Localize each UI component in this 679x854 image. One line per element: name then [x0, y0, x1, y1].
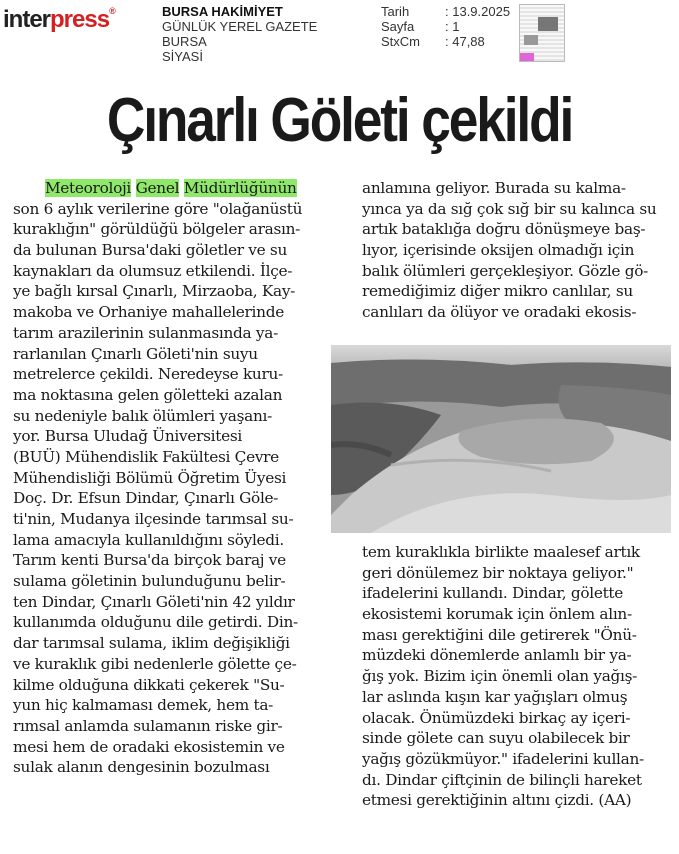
body-text-line: sulama göletinin bulunduğunu belir-: [13, 572, 286, 591]
body-text-line: ma noktasına gelen göletteki azalan: [13, 385, 283, 404]
body-text-line: sinde gölete can suyu olabilecek bir: [362, 729, 630, 748]
body-text-line: canlıları da ölüyor ve oradaki ekosis-: [362, 303, 637, 322]
body-text-line: ğış yok. Bizim için önemli olan yağış-: [362, 667, 638, 686]
body-text-line: artık bataklığa doğru dönüşmeye baş-: [362, 220, 646, 239]
date-label: Tarih: [381, 4, 410, 19]
thumbnail-photo-small: [524, 35, 538, 45]
page-value: 1: [452, 19, 460, 34]
body-text-line: etmesi gerektiğinin altını çizdi. (AA): [362, 791, 632, 810]
body-text-line: son 6 aylık verilerine göre "olağanüstü: [13, 199, 303, 218]
body-text-line: tem kuraklıkla birlikte maalesef artık: [362, 543, 640, 561]
body-text-line: kilme olduğuna dikkati çekerek "Su-: [13, 675, 285, 694]
body-text-line: makoba ve Orhaniye mahallelerinde: [13, 303, 284, 322]
stxcm-label: StxCm: [381, 34, 420, 49]
body-text-line: Tarım kenti Bursa'da birçok baraj ve: [13, 551, 286, 570]
article-column-right-top: [362, 178, 656, 323]
body-text-line: rarlanılan Çınarlı Göleti'nin suyu: [13, 344, 258, 363]
body-text-line: dı. Dindar çiftçinin de bilinçli hareket: [362, 770, 642, 789]
lake-photo: [331, 345, 671, 533]
body-text-line: yınca ya da sığ çok sığ bir su kalınca su: [362, 199, 657, 218]
publication-type: GÜNLÜK YEREL GAZETE: [162, 19, 318, 34]
body-text-line: müzdeki dönemlerde anlamlı bir ya-: [362, 646, 632, 665]
body-text-line: geri dönülemez bir noktaya geliyor.": [362, 563, 634, 582]
body-text-line: dar tarımsal sulama, iklim değişikliği: [13, 634, 290, 653]
body-text-line: mesi hem de oradaki ekosistemin ve: [13, 737, 285, 756]
interpress-logo: interpress®: [3, 6, 115, 33]
body-text-line: ve kuraklık gibi nedenlerle gölette çe-: [13, 654, 297, 673]
article-column-right-bottom: [362, 542, 644, 811]
publication-city: BURSA: [162, 34, 207, 49]
publication-name: BURSA HAKİMİYET: [162, 4, 283, 19]
body-text-line: kaynakları da olumsuz etkilendi. İlçe-: [13, 261, 293, 280]
body-text-line: lıyor, içerisinde oksijen olmadığı için: [362, 241, 635, 260]
body-text-line: Mühendisliği Bölümü Öğretim Üyesi: [13, 468, 287, 487]
body-text-line: rımsal anlamda sulamanın riske gir-: [13, 716, 283, 735]
body-text-line: yun hiç kalmaması demek, hem ta-: [13, 696, 274, 715]
body-text-line: kullanımda olduğunu dile getirdi. Din-: [13, 613, 298, 632]
body-text-line: tarım arazilerinin sulanmasında ya-: [13, 323, 278, 342]
thumbnail-clip-marker: [520, 53, 534, 61]
body-text-line: remediğimiz diğer mikro canlılar, su: [362, 282, 633, 301]
highlight-word: Meteoroloji: [44, 179, 132, 197]
clipping-details: Tarih : 13.9.2025 Sayfa : 1 StxCm : 47,88: [381, 4, 511, 49]
body-text-line: metrelerce çekildi. Neredeyse kuru-: [13, 365, 283, 384]
body-text-line: balık ölümleri gerçekleşiyor. Gözle gö-: [362, 261, 649, 280]
publication-info: [162, 4, 317, 64]
body-text-line: ifadelerini kullandı. Dindar, gölette: [362, 584, 624, 603]
stxcm-value: 47,88: [452, 34, 485, 49]
highlight-word: Müdürlüğünün: [183, 179, 297, 197]
body-text-line: lama amacıyla kullanıldığını söyledi.: [13, 530, 284, 549]
body-text-line: kuraklığın" görüldüğü bölgeler arasın-: [13, 220, 301, 239]
body-text-line: olacak. Önümüzdeki birkaç ay içeri-: [362, 708, 631, 727]
page-label: Sayfa: [381, 19, 415, 34]
body-text-line: sulak alanın dengesinin bozulması: [13, 758, 270, 777]
body-text-line: yor. Bursa Uludağ Üniversitesi: [13, 427, 242, 446]
body-text-line: da bulunan Bursa'daki göletler ve su: [13, 241, 288, 260]
body-text-line: ten Dindar, Çınarlı Göleti'nin 42 yıldır: [13, 592, 295, 611]
body-text-line: lar aslında kışın kar yağışları olmuş: [362, 687, 628, 706]
body-text-line: anlamına geliyor. Burada su kalma-: [362, 179, 626, 197]
body-text-line: ti'nin, Mudanya ilçesinde tarımsal su-: [13, 510, 294, 528]
page-thumbnail[interactable]: [519, 4, 565, 62]
highlight-word: Genel: [135, 179, 180, 197]
body-text-line: ması gerektiğini dile getirerek "Önü-: [362, 625, 637, 644]
headline: Çınarlı Göleti çekildi: [106, 86, 573, 155]
article-column-left: [13, 178, 302, 778]
body-text-line: su nedeniyle balık ölümleri yaşanı-: [13, 406, 272, 425]
thumbnail-photo: [538, 17, 558, 31]
body-text-line: (BUÜ) Mühendislik Fakültesi Çevre: [13, 447, 279, 466]
body-text-line: Doç. Dr. Efsun Dindar, Çınarlı Göle-: [13, 489, 279, 508]
body-text-line: ye bağlı kırsal Çınarlı, Mirzaoba, Kay-: [13, 282, 296, 301]
lead-line: [13, 178, 302, 199]
body-text-line: ekosistemi korumak için önlem alın-: [362, 605, 632, 624]
body-text-line: yağış gözükmüyor." ifadelerini kullan-: [362, 749, 644, 768]
date-value: 13.9.2025: [452, 4, 511, 19]
publication-category: SİYASİ: [162, 49, 203, 64]
